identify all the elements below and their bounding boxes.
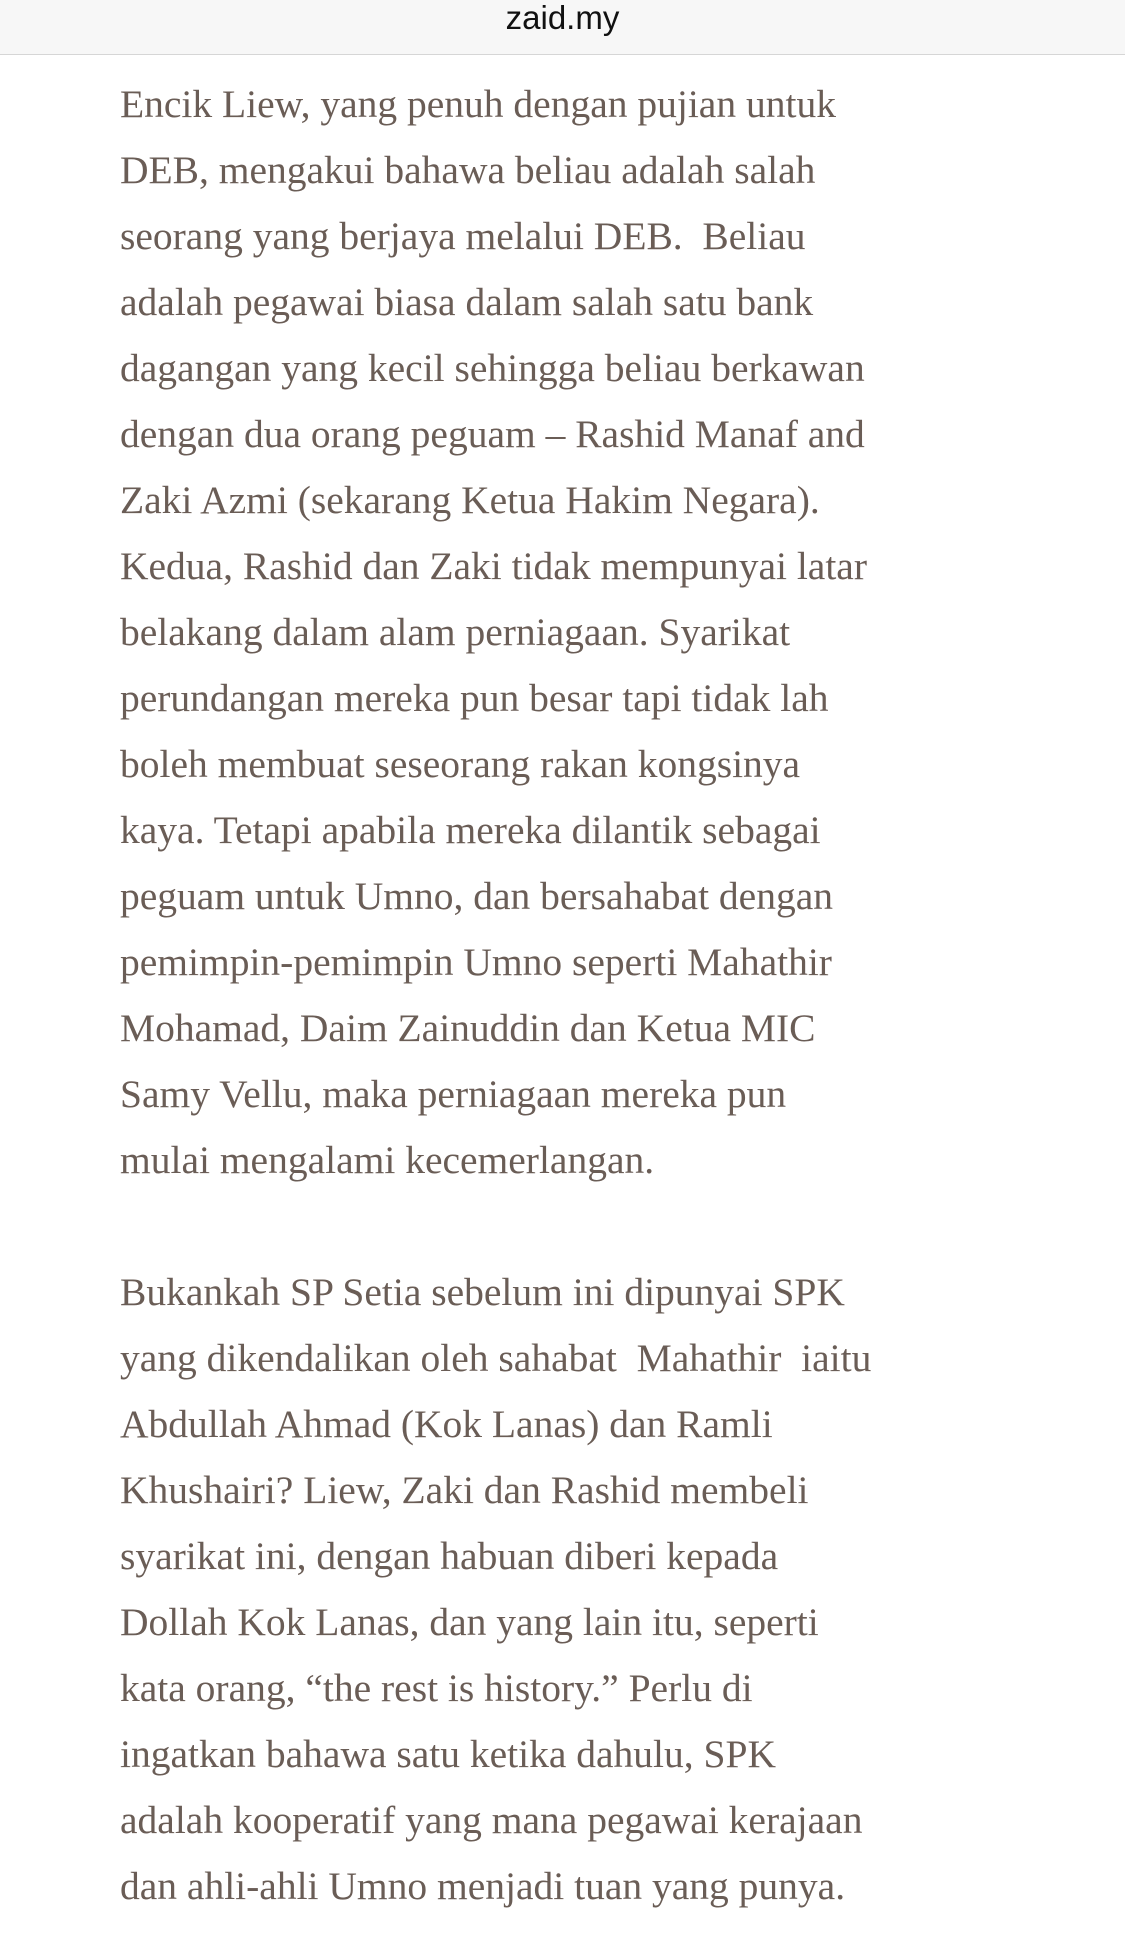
text-line: adalah kooperatif yang mana pegawai kerajaan — [120, 1798, 863, 1842]
text-line: kaya. Tetapi apabila mereka dilantik sebagai — [120, 808, 821, 852]
text-line: Khushairi? Liew, Zaki dan Rashid membeli — [120, 1468, 809, 1512]
paragraph-2 — [120, 1259, 1020, 1919]
text-line: Samy Vellu, maka perniagaan mereka pun — [120, 1072, 787, 1116]
text-line: Dollah Kok Lanas, dan yang lain itu, seperti — [120, 1600, 819, 1644]
url-text[interactable]: zaid.my — [505, 0, 620, 36]
text-line: Zaki Azmi (sekarang Ketua Hakim Negara). — [120, 478, 820, 522]
text-line: syarikat ini, dengan habuan diberi kepada — [120, 1534, 779, 1578]
text-line: ingatkan bahawa satu ketika dahulu, SPK — [120, 1732, 776, 1776]
paragraph-1 — [120, 71, 1020, 1193]
text-line: Encik Liew, yang penuh dengan pujian untuk — [120, 82, 836, 126]
text-line: adalah pegawai biasa dalam salah satu bank — [120, 280, 814, 324]
text-line: boleh membuat seseorang rakan kongsinya — [120, 742, 801, 786]
text-line: kata orang, “the rest is history.” Perlu di — [120, 1666, 753, 1710]
text-line: Abdullah Ahmad (Kok Lanas) dan Ramli — [120, 1402, 773, 1446]
text-line: seorang yang berjaya melalui DEB. Beliau — [120, 214, 806, 258]
text-line: perundangan mereka pun besar tapi tidak lah — [120, 676, 829, 720]
address-bar[interactable] — [0, 0, 1125, 55]
text-line: belakang dalam alam perniagaan. Syarikat — [120, 610, 791, 654]
text-line: peguam untuk Umno, dan bersahabat dengan — [120, 874, 833, 918]
text-line: dengan dua orang peguam – Rashid Manaf and — [120, 412, 865, 456]
text-line: DEB, mengakui bahawa beliau adalah salah — [120, 148, 816, 192]
text-line: mulai mengalami kecemerlangan. — [120, 1138, 655, 1182]
text-line: Bukankah SP Setia sebelum ini dipunyai SPK — [120, 1270, 845, 1314]
text-line: yang dikendalikan oleh sahabat Mahathir iaitu — [120, 1336, 872, 1380]
text-line: dan ahli-ahli Umno menjadi tuan yang punya. — [120, 1864, 846, 1908]
article-body — [120, 71, 1020, 1919]
text-line: pemimpin-pemimpin Umno seperti Mahathir — [120, 940, 832, 984]
text-line: dagangan yang kecil sehingga beliau berkawan — [120, 346, 865, 390]
text-line: Kedua, Rashid dan Zaki tidak mempunyai latar — [120, 544, 867, 588]
text-line: Mohamad, Daim Zainuddin dan Ketua MIC — [120, 1006, 816, 1050]
